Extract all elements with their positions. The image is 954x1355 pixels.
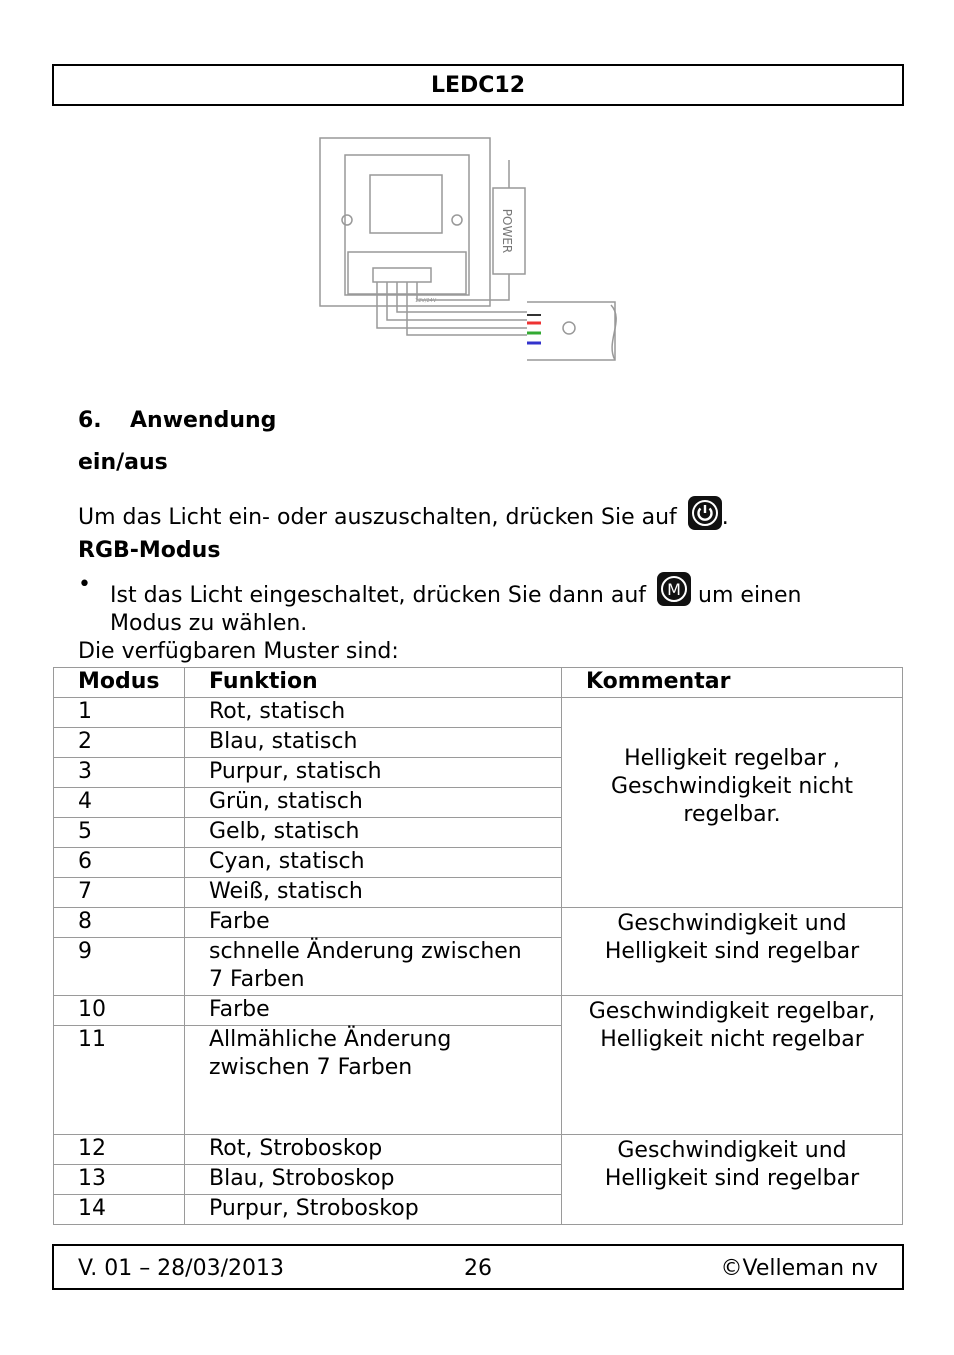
- comment-cell: Geschwindigkeit und Helligkeit sind regelbar: [562, 908, 903, 996]
- function-cell: Farbe: [185, 908, 562, 938]
- table-row: [54, 908, 903, 938]
- function-cell: schnelle Änderung zwischen 7 Farben: [185, 938, 562, 996]
- header-kommentar: Kommentar: [562, 668, 903, 698]
- mode-cell: 11: [54, 1026, 185, 1135]
- mode-cell: 8: [54, 908, 185, 938]
- function-cell: Cyan, statisch: [185, 848, 562, 878]
- mode-icon: [657, 572, 691, 606]
- mode-cell: 7: [54, 878, 185, 908]
- comment-cell: Geschwindigkeit und Helligkeit sind regelbar: [562, 1135, 903, 1225]
- power-icon: [688, 496, 722, 530]
- function-cell: Blau, Stroboskop: [185, 1165, 562, 1195]
- wiring-diagram: [315, 130, 635, 370]
- section-number: 6.: [78, 408, 102, 433]
- footer-page-number: 26: [464, 1256, 492, 1281]
- comment-cell: Geschwindigkeit regelbar, Helligkeit nicht regelbar: [562, 996, 903, 1135]
- mode-cell: 5: [54, 818, 185, 848]
- section-heading: [78, 408, 276, 433]
- section-title: Anwendung: [130, 408, 277, 433]
- header-funktion: Funktion: [185, 668, 562, 698]
- rgb-bullet-text: Ist das Licht eingeschaltet, drücken Sie dann auf: [110, 583, 647, 608]
- mode-cell: 9: [54, 938, 185, 996]
- mode-cell: 3: [54, 758, 185, 788]
- mode-cell: 1: [54, 698, 185, 728]
- power-label: POWER: [500, 208, 514, 254]
- patterns-intro: Die verfügbaren Muster sind:: [78, 639, 399, 664]
- comment-text: Helligkeit regelbar , Geschwindigkeit nicht regelbar.: [610, 745, 854, 827]
- function-cell: Grün, statisch: [185, 788, 562, 818]
- function-cell: Farbe: [185, 996, 562, 1026]
- mode-cell: 4: [54, 788, 185, 818]
- page-footer: [52, 1244, 904, 1290]
- footer-version: V. 01 – 28/03/2013: [78, 1256, 284, 1281]
- onoff-text-end: .: [721, 505, 729, 530]
- header-modus: Modus: [54, 668, 185, 698]
- mode-cell: 13: [54, 1165, 185, 1195]
- table-header-row: [54, 668, 903, 698]
- function-cell: Purpur, Stroboskop: [185, 1195, 562, 1225]
- onoff-paragraph: [78, 496, 729, 530]
- mode-cell: 2: [54, 728, 185, 758]
- function-cell: Purpur, statisch: [185, 758, 562, 788]
- rgb-bullet-text-line2: Modus zu wählen.: [110, 611, 308, 636]
- voltage-label: 12V/24V: [415, 298, 437, 304]
- bullet-dot: •: [78, 572, 91, 597]
- onoff-text: Um das Licht ein- oder auszuschalten, drücken Sie auf: [78, 505, 677, 530]
- table-row: [54, 1135, 903, 1165]
- mode-cell: 12: [54, 1135, 185, 1165]
- function-cell: Rot, Stroboskop: [185, 1135, 562, 1165]
- mode-cell: 14: [54, 1195, 185, 1225]
- function-cell: Weiß, statisch: [185, 878, 562, 908]
- rgb-bullet-text-after: um einen: [698, 583, 802, 608]
- mode-cell: 10: [54, 996, 185, 1026]
- table-row: [54, 996, 903, 1026]
- mode-icon-letter: M: [667, 580, 681, 599]
- rgb-heading: RGB-Modus: [78, 538, 221, 563]
- table-row: [54, 698, 903, 728]
- header-title: LEDC12: [52, 64, 904, 106]
- function-cell: Allmähliche Änderung zwischen 7 Farben: [185, 1026, 562, 1135]
- mode-cell: 6: [54, 848, 185, 878]
- footer-copyright: ©Velleman nv: [720, 1256, 878, 1281]
- function-cell: Blau, statisch: [185, 728, 562, 758]
- onoff-heading: ein/aus: [78, 450, 168, 475]
- function-cell: Gelb, statisch: [185, 818, 562, 848]
- function-cell: Rot, statisch: [185, 698, 562, 728]
- modes-table: [53, 667, 903, 1225]
- comment-cell: [562, 698, 903, 908]
